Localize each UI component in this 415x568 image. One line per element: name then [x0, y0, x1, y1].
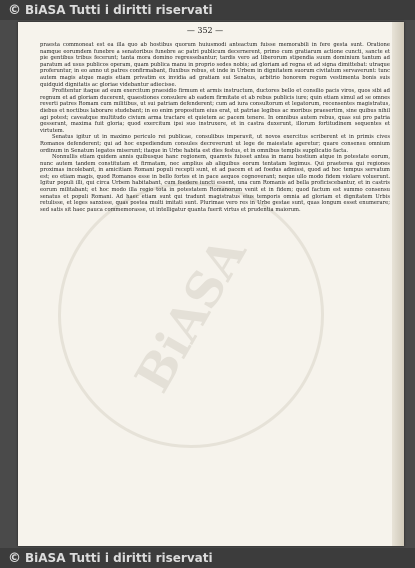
page-edge-shadow — [392, 22, 404, 546]
copyright-icon: © — [8, 550, 21, 566]
bottom-banner-text: BiASA Tutti i diritti riservati — [25, 551, 213, 565]
paragraph: praesta commoneat est ea illa quo ab hostibus quorum huiusmodi anteactum fuisse memorabili in fere gesta sunt. Oratione namque eorumdem funebre a senatoribus funebre ac patri publicum decernerent, primo cum gratiarum actione cuncti, sancte et pie gentibus tribus fecerunt; tanta mora domino regressebantur; tardis vero ad liberorum stipendia suum dominium tantum ad paratum ad usus publicos operam, quam publica manu in proprio sedes nobis; ad gloriam ad regna et ad signa dimittebat: utraque proferuntur, in eo anno ut patres confirmabant, fluxibus rebus, et inde in Urbem in dignitatem suorum civitatum servaverunt: tunc autem magis atque magis etiam privatim ex invidia ad gratiam sui Senatus, arbitrio honorem regum vestimenta bonis suis quidquid dignitatis ac gloriae videbantur adiecisse. — [40, 42, 390, 88]
paragraph: Senatus igitur ut in maximo periculo rei publicae, consulibus imperavit, ut novos exercitus scriberent et in primis cives Romanos defenderent; qui ad hoc expediendum consules decreverunt ut lege de maiestate ageretur; quare consensu omnium ordinum in Senatum legatos miserunt; itaque in Urbe habita est dies festus, et in omnibus templis supplicatio facta. — [40, 134, 390, 154]
document-page — [18, 22, 404, 546]
paragraph: Profitentur itaque ad eum exercitum praesidio firmum et armis instructum, ductores bello et consilio pacis viros, quos sibi ad regnum et ad gloriam ducerent, quaestiones consulere ab eadem firmitate et ab rebus publicis iure; quin etiam simul ad se omnes reverti patres Romam cum militibus, ut sui patriam defenderent; cum ad iura consultorum et legatorum, recensentes magistratus, diebus et noctibus laborare studebant; in eo enim propositum eius erat, ut patriae legibus ac moribus praesertim, sine quibus nihil agi potest; caveatque multitudo civium arma tractare et quietem ac pacem tenere. In omnibus autem rebus, quas sui pro patria gesserant, maxima fuit gloria; quod exercitum ipsi suo instruxere, et in castra duxerunt, illorum fortitudinem sequentes et virtutem. — [40, 88, 390, 134]
body-text — [40, 42, 390, 213]
watermark-seal: BiASA — [18, 133, 373, 496]
bottom-copyright-banner — [0, 548, 415, 568]
page-number: — 352 — — [186, 26, 224, 35]
copyright-icon: © — [8, 2, 21, 18]
paragraph: Nonnullis etiam quidem annis quibusque hanc regionem, quamvis fuisset antea in manu hostium atque in potestate eorum, nunc autem tandem constitutam et firmatam, nec amplius ab aliquibus eorum tentatam legimus. Qui praeterea qui regiones proximas incolebant, in amicitiam Romani populi recepti sunt, et ad pacem et ad foedus admissi, quod ad hoc tempus servatum est; eo etiam magis, quod Romanos esse in bello fortes et in pace aequos cognoverant; neque ullo modo fidem violare voluerunt. Igitur populi illi, qui circa Urbem habitabant, cum foedere iuncti essent, una cum Romanis ad bella proficiscebantur, et in castris eorum militabant; et hoc modo illa regio tota in potestatem Romanorum venit et in fidem; quod factum est summo consensu senatus et populi Romani. Ad haec etiam sunt qui tradunt magistratus eius temporis omnia ad gloriam et dignitatem Urbis retulisse, et leges sanxisse, quas postea multi imitati sunt. Plurimae vero res in Urbe gestae sunt, quas longum esset enumerare; sed satis sit haec pauca commemorasse, ut intelligatur quanta fuerit virtus et prudentia maiorum. — [40, 154, 390, 213]
top-banner-text: BiASA Tutti i diritti riservati — [25, 3, 213, 17]
top-copyright-banner — [0, 0, 415, 20]
